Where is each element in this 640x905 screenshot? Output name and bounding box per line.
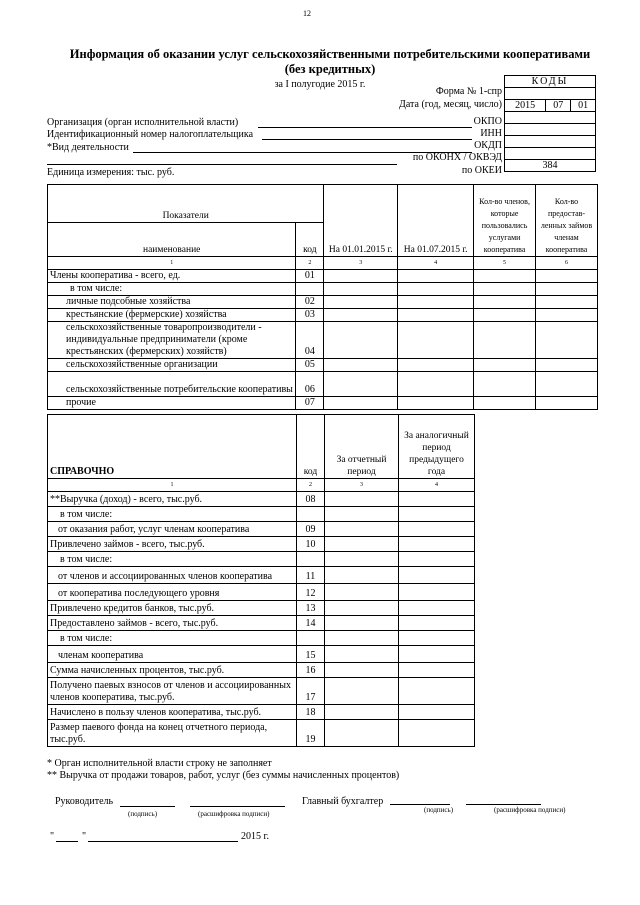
value-cell[interactable] (399, 552, 475, 567)
value-cell[interactable] (398, 283, 474, 296)
row-name: членам кооператива (48, 646, 297, 663)
row-name: Сумма начисленных процентов, тыс.руб. (48, 663, 297, 678)
page-number: 12 (303, 9, 311, 18)
date-quote-close: " (82, 831, 87, 842)
value-cell[interactable] (399, 567, 475, 584)
value-cell[interactable] (324, 309, 398, 322)
table-row (48, 492, 475, 507)
row-code: 07 (296, 397, 324, 410)
value-cell[interactable] (398, 372, 474, 397)
value-cell[interactable] (325, 646, 399, 663)
value-cell[interactable] (536, 309, 598, 322)
value-cell[interactable] (474, 397, 536, 410)
value-cell[interactable] (325, 663, 399, 678)
value-cell[interactable] (325, 616, 399, 631)
loans-header: Кол-во предостав-ленных займов членам кооператива (536, 185, 598, 257)
value-cell[interactable] (474, 322, 536, 359)
row-code: 12 (297, 584, 325, 601)
okei-label: по ОКЕИ (461, 165, 502, 176)
date2-header: На 01.07.2015 г. (398, 185, 474, 257)
table-row (48, 397, 598, 410)
value-cell[interactable] (398, 296, 474, 309)
value-cell[interactable] (398, 309, 474, 322)
column-number: 5 (474, 257, 536, 270)
head-sign-field[interactable] (120, 796, 175, 807)
row-name: в том числе: (48, 631, 297, 646)
value-cell[interactable] (325, 705, 399, 720)
column-number: 3 (324, 257, 398, 270)
table-row (48, 309, 598, 322)
column-number: 4 (398, 257, 474, 270)
table-row (48, 537, 475, 552)
value-cell[interactable] (474, 309, 536, 322)
form-number-cell[interactable] (505, 88, 596, 100)
taxpayer-id-field[interactable] (262, 129, 472, 140)
value-cell[interactable] (536, 322, 598, 359)
value-cell[interactable] (325, 601, 399, 616)
value-cell[interactable] (399, 507, 475, 522)
head-decode-field[interactable] (190, 796, 285, 807)
value-cell[interactable] (324, 359, 398, 372)
table-row (48, 720, 475, 747)
table-row (48, 322, 598, 359)
value-cell[interactable] (399, 720, 475, 747)
column-number: 3 (325, 479, 399, 492)
reference-table (47, 414, 475, 747)
value-cell[interactable] (399, 537, 475, 552)
row-code: 14 (297, 616, 325, 631)
report-period: за I полугодие 2015 г. (274, 79, 366, 90)
value-cell[interactable] (474, 296, 536, 309)
row-name: сельскохозяйственные товаропроизводители - индивидуальные предприниматели (кроме крестьянских (фермерских) хозяйств) (48, 322, 296, 359)
accountant-decode-field[interactable] (466, 794, 541, 805)
code-header: код (296, 223, 324, 257)
date-day-cell[interactable]: 01 (571, 100, 596, 112)
footnote-2: ** Выручка от продажи товаров, работ, услуг (без суммы начисленных процентов) (47, 770, 400, 781)
value-cell[interactable] (399, 492, 475, 507)
value-cell[interactable] (536, 283, 598, 296)
table-row (48, 705, 475, 720)
row-code: 09 (297, 522, 325, 537)
value-cell[interactable] (324, 322, 398, 359)
row-code (296, 283, 324, 296)
head-sign-caption: (подпись) (128, 810, 158, 818)
name-header: наименование (48, 223, 296, 257)
form-number-label: Форма № 1-спр (435, 86, 502, 97)
table-row (48, 616, 475, 631)
value-cell[interactable] (325, 678, 399, 705)
value-cell[interactable] (399, 646, 475, 663)
activity-field[interactable] (133, 142, 472, 153)
table-row (48, 552, 475, 567)
value-cell[interactable] (536, 372, 598, 397)
column-number: 1 (48, 257, 296, 270)
current-period-header: За отчетный период (325, 415, 399, 479)
inn-cell[interactable] (505, 124, 596, 136)
date-month-cell[interactable]: 07 (546, 100, 571, 112)
row-code: 10 (297, 537, 325, 552)
row-name: сельскохозяйственные организации (48, 359, 296, 372)
table-row (48, 646, 475, 663)
okonh-label: по ОКОНХ / ОКВЭД (412, 152, 502, 163)
row-code: 18 (297, 705, 325, 720)
row-code (297, 631, 325, 646)
row-code: 03 (296, 309, 324, 322)
row-code: 01 (296, 270, 324, 283)
value-cell[interactable] (325, 537, 399, 552)
value-cell[interactable] (398, 270, 474, 283)
row-name: в том числе: (48, 552, 297, 567)
value-cell[interactable] (398, 322, 474, 359)
sign-year-label: 2015 г. (241, 831, 269, 842)
row-code: 05 (296, 359, 324, 372)
row-name: в том числе: (48, 507, 297, 522)
table-row (48, 631, 475, 646)
row-name: личные подсобные хозяйства (48, 296, 296, 309)
row-code: 13 (297, 601, 325, 616)
accountant-decode-caption: (расшифровка подписи) (494, 806, 566, 814)
row-code: 08 (297, 492, 325, 507)
value-cell[interactable] (536, 359, 598, 372)
footnote-1: * Орган исполнительной власти строку не заполняет (47, 758, 272, 769)
form-title: Информация об оказании услуг сельскохозяйственными потребительскими кооперативами (69, 47, 591, 61)
row-code (297, 552, 325, 567)
table-row (48, 663, 475, 678)
reference-section-title: СПРАВОЧНО (48, 415, 297, 479)
sign-day-field[interactable] (56, 831, 78, 842)
row-name: от членов и ассоциированных членов кооператива (48, 567, 297, 584)
value-cell[interactable] (536, 270, 598, 283)
row-name: Начислено в пользу членов кооператива, тыс.руб. (48, 705, 297, 720)
value-cell[interactable] (398, 359, 474, 372)
value-cell[interactable] (399, 616, 475, 631)
organization-field[interactable] (258, 117, 472, 128)
members-used-header: Кол-во членов, которые пользовались услугами кооператива (474, 185, 536, 257)
value-cell[interactable] (325, 584, 399, 601)
value-cell[interactable] (325, 507, 399, 522)
column-number: 6 (536, 257, 598, 270)
row-name: Привлечено займов - всего, тыс.руб. (48, 537, 297, 552)
accountant-sign-caption: (подпись) (424, 806, 454, 814)
row-name: крестьянские (фермерские) хозяйства (48, 309, 296, 322)
date1-header: На 01.01.2015 г. (324, 185, 398, 257)
activity-field-line2[interactable] (47, 154, 397, 165)
taxpayer-id-label: Идентификационный номер налогоплательщика (47, 129, 254, 140)
value-cell[interactable] (324, 270, 398, 283)
row-name: Члены кооператива - всего, ед. (48, 270, 296, 283)
row-code: 02 (296, 296, 324, 309)
table-row (48, 678, 475, 705)
column-number: 2 (297, 479, 325, 492)
value-cell[interactable] (324, 283, 398, 296)
head-label: Руководитель (55, 796, 114, 807)
column-number: 2 (296, 257, 324, 270)
value-cell[interactable] (325, 552, 399, 567)
row-code: 19 (297, 720, 325, 747)
okpo-label: ОКПО (473, 116, 502, 127)
previous-period-header: За аналогичный период предыдущего года (399, 415, 475, 479)
value-cell[interactable] (399, 678, 475, 705)
column-number: 4 (399, 479, 475, 492)
value-cell[interactable] (474, 270, 536, 283)
organization-label: Организация (орган исполнительной власти) (47, 117, 239, 128)
row-code: 11 (297, 567, 325, 584)
okei-cell[interactable]: 384 (505, 160, 596, 172)
date-label: Дата (год, месяц, число) (399, 99, 502, 110)
value-cell[interactable] (325, 631, 399, 646)
activity-label: *Вид деятельности (47, 142, 129, 153)
table-row (48, 601, 475, 616)
head-decode-caption: (расшифровка подписи) (198, 810, 270, 818)
okpo-cell[interactable] (505, 112, 596, 124)
table-row (48, 296, 598, 309)
row-code: 16 (297, 663, 325, 678)
code-header-2: код (297, 415, 325, 479)
chief-accountant-label: Главный бухгалтер (302, 796, 384, 807)
column-number: 1 (48, 479, 297, 492)
row-name: от оказания работ, услуг членам кооператива (48, 522, 297, 537)
value-cell[interactable] (536, 397, 598, 410)
value-cell[interactable] (325, 720, 399, 747)
value-cell[interactable] (399, 631, 475, 646)
row-name: сельскохозяйственные потребительские кооперативы (48, 372, 296, 397)
row-name: **Выручка (доход) - всего, тыс.руб. (48, 492, 297, 507)
value-cell[interactable] (399, 522, 475, 537)
date-quote-open: " (50, 831, 55, 842)
members-table (47, 184, 598, 410)
row-name: Размер паевого фонда на конец отчетного периода, тыс.руб. (48, 720, 297, 747)
value-cell[interactable] (399, 601, 475, 616)
table-row (48, 372, 598, 397)
row-code (297, 507, 325, 522)
row-code: 04 (296, 322, 324, 359)
sign-month-field[interactable] (88, 831, 238, 842)
okdp-cell[interactable] (505, 136, 596, 148)
row-name: в том числе: (48, 283, 296, 296)
value-cell[interactable] (474, 283, 536, 296)
value-cell[interactable] (325, 522, 399, 537)
date-year-cell[interactable]: 2015 (505, 100, 546, 112)
row-code: 15 (297, 646, 325, 663)
form-subtitle: (без кредитных) (284, 62, 376, 76)
value-cell[interactable] (324, 296, 398, 309)
value-cell[interactable] (398, 397, 474, 410)
value-cell[interactable] (474, 359, 536, 372)
indicators-header: Показатели (48, 185, 324, 223)
table-row (48, 359, 598, 372)
row-name: прочие (48, 397, 296, 410)
value-cell[interactable] (324, 397, 398, 410)
row-name: Привлечено кредитов банков, тыс.руб. (48, 601, 297, 616)
table-row (48, 584, 475, 601)
row-name: Предоставлено займов - всего, тыс.руб. (48, 616, 297, 631)
unit-label: Единица измерения: тыс. руб. (47, 167, 175, 178)
codes-header: КОДЫ (505, 76, 596, 88)
row-name: от кооператива последующего уровня (48, 584, 297, 601)
accountant-sign-field[interactable] (390, 794, 450, 805)
value-cell[interactable] (325, 567, 399, 584)
value-cell[interactable] (399, 705, 475, 720)
table-row (48, 522, 475, 537)
table-row (48, 283, 598, 296)
row-code: 17 (297, 678, 325, 705)
value-cell[interactable] (536, 296, 598, 309)
value-cell[interactable] (399, 584, 475, 601)
okonh-cell[interactable] (505, 148, 596, 160)
table-row (48, 507, 475, 522)
value-cell[interactable] (325, 492, 399, 507)
value-cell[interactable] (399, 663, 475, 678)
row-name: Получено паевых взносов от членов и ассоциированных членов кооператива, тыс.руб. (48, 678, 297, 705)
table-row (48, 270, 598, 283)
codes-box (504, 75, 596, 172)
inn-label: ИНН (480, 128, 502, 139)
okdp-label: ОКДП (474, 140, 502, 151)
table-row (48, 567, 475, 584)
row-code: 06 (296, 372, 324, 397)
value-cell[interactable] (474, 372, 536, 397)
value-cell[interactable] (324, 372, 398, 397)
